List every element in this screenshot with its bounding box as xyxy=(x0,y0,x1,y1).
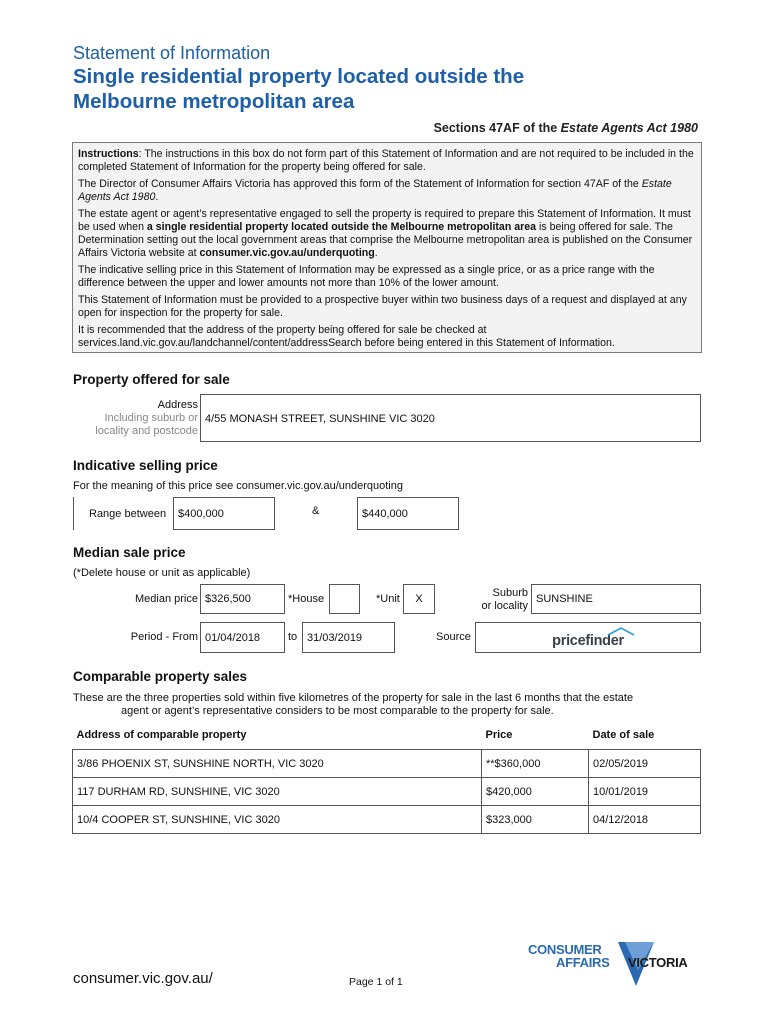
comparable-date[interactable]: 04/12/2018 xyxy=(589,806,701,834)
page-number: Page 1 of 1 xyxy=(349,976,403,988)
form-subtitle: Statement of Information xyxy=(73,43,271,63)
column-header-address: Address of comparable property xyxy=(73,721,482,750)
range-label: Range between xyxy=(89,508,167,520)
instructions-p4: The indicative selling price in this Statement of Information may be expressed as a single price, or as a price range with the difference between the upper and lower amounts not more than 10% of the lower amount. xyxy=(78,264,655,289)
page-title xyxy=(73,64,713,114)
comparable-address[interactable]: 3/86 PHOENIX ST, SUNSHINE NORTH, VIC 3020 xyxy=(73,750,482,778)
column-header-date: Date of sale xyxy=(589,721,701,750)
comparable-date[interactable]: 10/01/2019 xyxy=(589,778,701,806)
comparable-price[interactable]: **$360,000 xyxy=(482,750,589,778)
unit-label: *Unit xyxy=(376,593,400,605)
pricefinder-logo: pricefinder xyxy=(552,632,624,649)
house-label: *House xyxy=(288,593,325,605)
period-from-field[interactable]: 01/04/2018 xyxy=(200,622,285,653)
table-row xyxy=(73,778,701,806)
comparable-price[interactable]: $323,000 xyxy=(482,806,589,834)
range-high-field[interactable]: $440,000 xyxy=(357,497,459,530)
comparable-date[interactable]: 02/05/2019 xyxy=(589,750,701,778)
suburb-label: Suburb or locality xyxy=(481,587,528,612)
sections-reference: Sections 47AF of the Estate Agents Act 1980 xyxy=(433,121,698,135)
logo-text-consumer: CONSUMER xyxy=(528,942,602,957)
comparable-address[interactable]: 10/4 COOPER ST, SUNSHINE, VIC 3020 xyxy=(73,806,482,834)
comparable-address[interactable]: 117 DURHAM RD, SUNSHINE, VIC 3020 xyxy=(73,778,482,806)
suburb-field[interactable]: SUNSHINE xyxy=(531,584,701,614)
instructions-p5: This Statement of Information must be provided to a prospective buyer within two business days of a request and displayed at any open for inspection for the property for sale. xyxy=(78,294,687,319)
logo-text-victoria: VICTORIA xyxy=(628,955,688,970)
period-to-label: to xyxy=(288,631,298,643)
logo-text-affairs: AFFAIRS xyxy=(556,955,610,970)
table-row xyxy=(73,806,701,834)
consumer-affairs-victoria-logo xyxy=(528,940,703,988)
table-header-row xyxy=(73,721,701,750)
median-price-field[interactable]: $326,500 xyxy=(200,584,285,614)
period-to-field[interactable]: 31/03/2019 xyxy=(302,622,395,653)
period-from-label: Period - From xyxy=(130,631,198,643)
median-price-label: Median price xyxy=(135,593,198,605)
comparable-table xyxy=(72,721,701,834)
median-heading: Median sale price xyxy=(73,545,186,560)
instructions-p6: It is recommended that the address of the property being offered for sale be checked at services.land.vic.gov.au/landchannel/content/addressSearch before being entered in this Statement of Information. xyxy=(78,324,615,349)
address-label: Address Including suburb or locality and postcode xyxy=(95,399,198,437)
instructions-p3: The estate agent or agent’s representative engaged to sell the property is required to prepare this Statement of Information. It must be used when a single residential property located outside the Melbourne metropolitan area is being offered for sale. The Determination setting out the local government areas that comprise the Melbourne metropolitan area is published on the Consumer Affairs Victoria website at consumer.vic.gov.au/underquoting. xyxy=(78,208,693,259)
table-row xyxy=(73,750,701,778)
range-ampersand: & xyxy=(312,505,320,517)
property-heading: Property offered for sale xyxy=(73,372,230,387)
title-line-1: Single residential property located outside the xyxy=(73,65,525,88)
house-checkbox[interactable] xyxy=(329,584,360,614)
footer-url[interactable]: consumer.vic.gov.au/ xyxy=(73,970,213,987)
instructions-p1: Instructions: The instructions in this box do not form part of this Statement of Information and are not required to be included in the completed Statement of Information for the property being offered for sale. xyxy=(78,148,694,173)
pricefinder-roof-icon xyxy=(606,626,636,636)
indicative-note: For the meaning of this price see consumer.vic.gov.au/underquoting xyxy=(73,480,403,492)
source-label: Source xyxy=(436,631,471,643)
comparable-description: These are the three properties sold within five kilometres of the property for sale in the last 6 months that the estate agent or agent’s representative considers to be most comparable to the property for sale. xyxy=(73,692,634,717)
act-name: Estate Agents Act 1980 xyxy=(560,121,698,135)
underquoting-link[interactable]: consumer.vic.gov.au/underquoting xyxy=(199,247,375,259)
range-divider xyxy=(73,497,74,530)
source-field[interactable] xyxy=(475,622,701,653)
title-line-2: Melbourne metropolitan area xyxy=(73,90,355,113)
unit-checkbox[interactable]: X xyxy=(403,584,435,614)
comparable-heading: Comparable property sales xyxy=(73,669,248,684)
column-header-price: Price xyxy=(482,721,589,750)
address-field[interactable]: 4/55 MONASH STREET, SUNSHINE VIC 3020 xyxy=(200,394,701,442)
median-note: (*Delete house or unit as applicable) xyxy=(73,567,251,579)
indicative-heading: Indicative selling price xyxy=(73,458,218,473)
instructions-p2: The Director of Consumer Affairs Victoria has approved this form of the Statement of Information for section 47AF of the Estate Agents Act 1980. xyxy=(78,178,672,203)
instructions-box xyxy=(72,142,702,353)
range-low-field[interactable]: $400,000 xyxy=(173,497,275,530)
comparable-price[interactable]: $420,000 xyxy=(482,778,589,806)
